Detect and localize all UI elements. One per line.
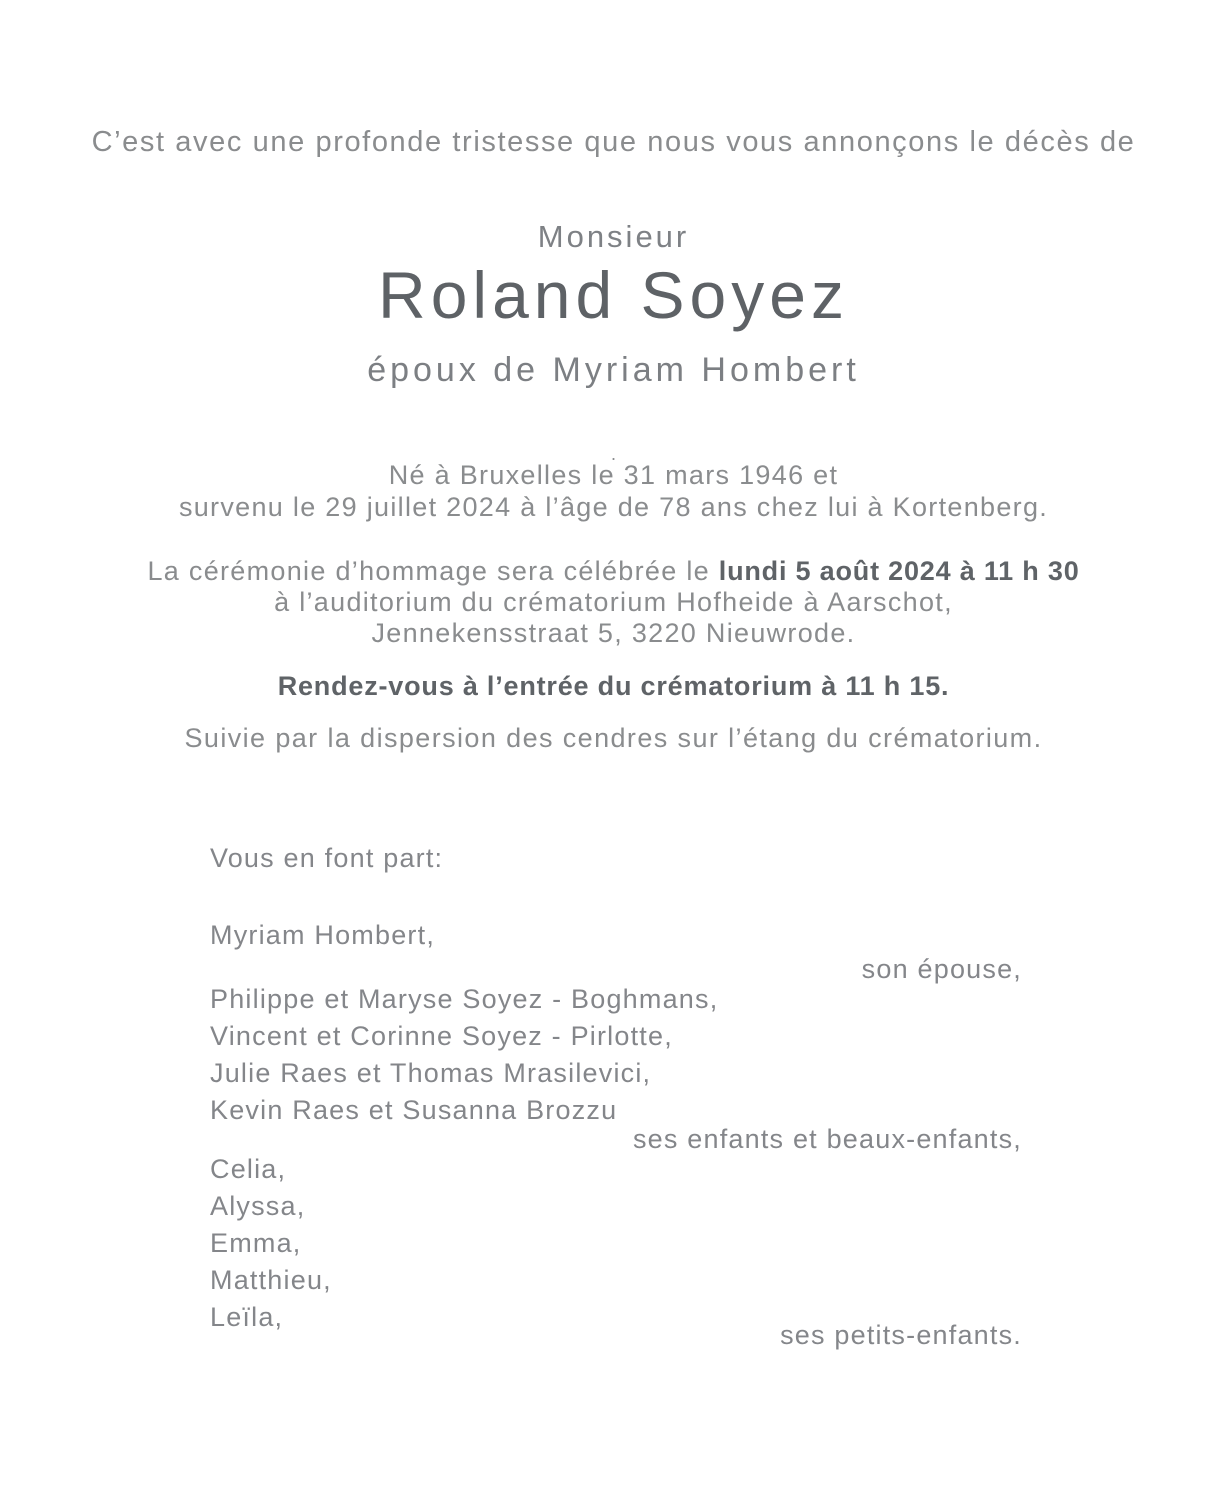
family-member: Vincent et Corinne Soyez - Pirlotte, — [210, 1021, 673, 1051]
family-group-spouse — [210, 917, 1022, 954]
relation-label-children: ses enfants et beaux-enfants, — [632, 1124, 1022, 1154]
ceremony-line-1 — [0, 556, 1227, 587]
family-member: Alyssa, — [210, 1191, 306, 1221]
family-member: Leïla, — [210, 1302, 284, 1332]
courtesy-title: Monsieur — [537, 219, 690, 254]
family-member: Myriam Hombert, — [210, 920, 436, 950]
intro-line: C’est avec une profonde tristesse que nous vous annonçons le décès de — [91, 126, 1136, 158]
family-group-grandchildren — [210, 1151, 1022, 1336]
rendezvous-line: Rendez-vous à l’entrée du crématorium à 11 h 15. — [277, 671, 950, 701]
spouse-line: époux de Myriam Hombert — [367, 351, 860, 389]
dispersion-line: Suivie par la dispersion des cendres sur l’étang du crématorium. — [184, 723, 1043, 753]
family-member: Celia, — [210, 1154, 287, 1184]
family-member: Julie Raes et Thomas Mrasilevici, — [210, 1058, 652, 1088]
ceremony-block — [0, 556, 1227, 649]
relation-label-spouse: son épouse, — [861, 954, 1022, 984]
birth-line: Né à Bruxelles le 31 mars 1946 et — [388, 460, 839, 490]
relation-label-grandchildren: ses petits-enfants. — [780, 1320, 1022, 1350]
deceased-name: Roland Soyez — [378, 258, 849, 332]
family-member: Emma, — [210, 1228, 302, 1258]
birth-death-block — [0, 459, 1227, 523]
family-heading: Vous en font part: — [210, 843, 444, 873]
stray-dot: . — [610, 444, 616, 464]
ceremony-line-1-text: La cérémonie d’hommage sera célébrée le — [147, 556, 719, 586]
family-group-children — [210, 981, 1022, 1129]
ceremony-address-line: Jennekensstraat 5, 3220 Nieuwrode. — [371, 618, 856, 648]
ceremony-datetime: lundi 5 août 2024 à 11 h 30 — [718, 556, 1080, 586]
family-member: Philippe et Maryse Soyez - Boghmans, — [210, 984, 719, 1014]
ceremony-location-line: à l’auditorium du crématorium Hofheide à Aarschot, — [274, 587, 953, 617]
family-member: Kevin Raes et Susanna Brozzu — [210, 1095, 618, 1125]
death-line: survenu le 29 juillet 2024 à l’âge de 78 ans chez lui à Kortenberg. — [178, 492, 1049, 522]
family-member: Matthieu, — [210, 1265, 332, 1295]
